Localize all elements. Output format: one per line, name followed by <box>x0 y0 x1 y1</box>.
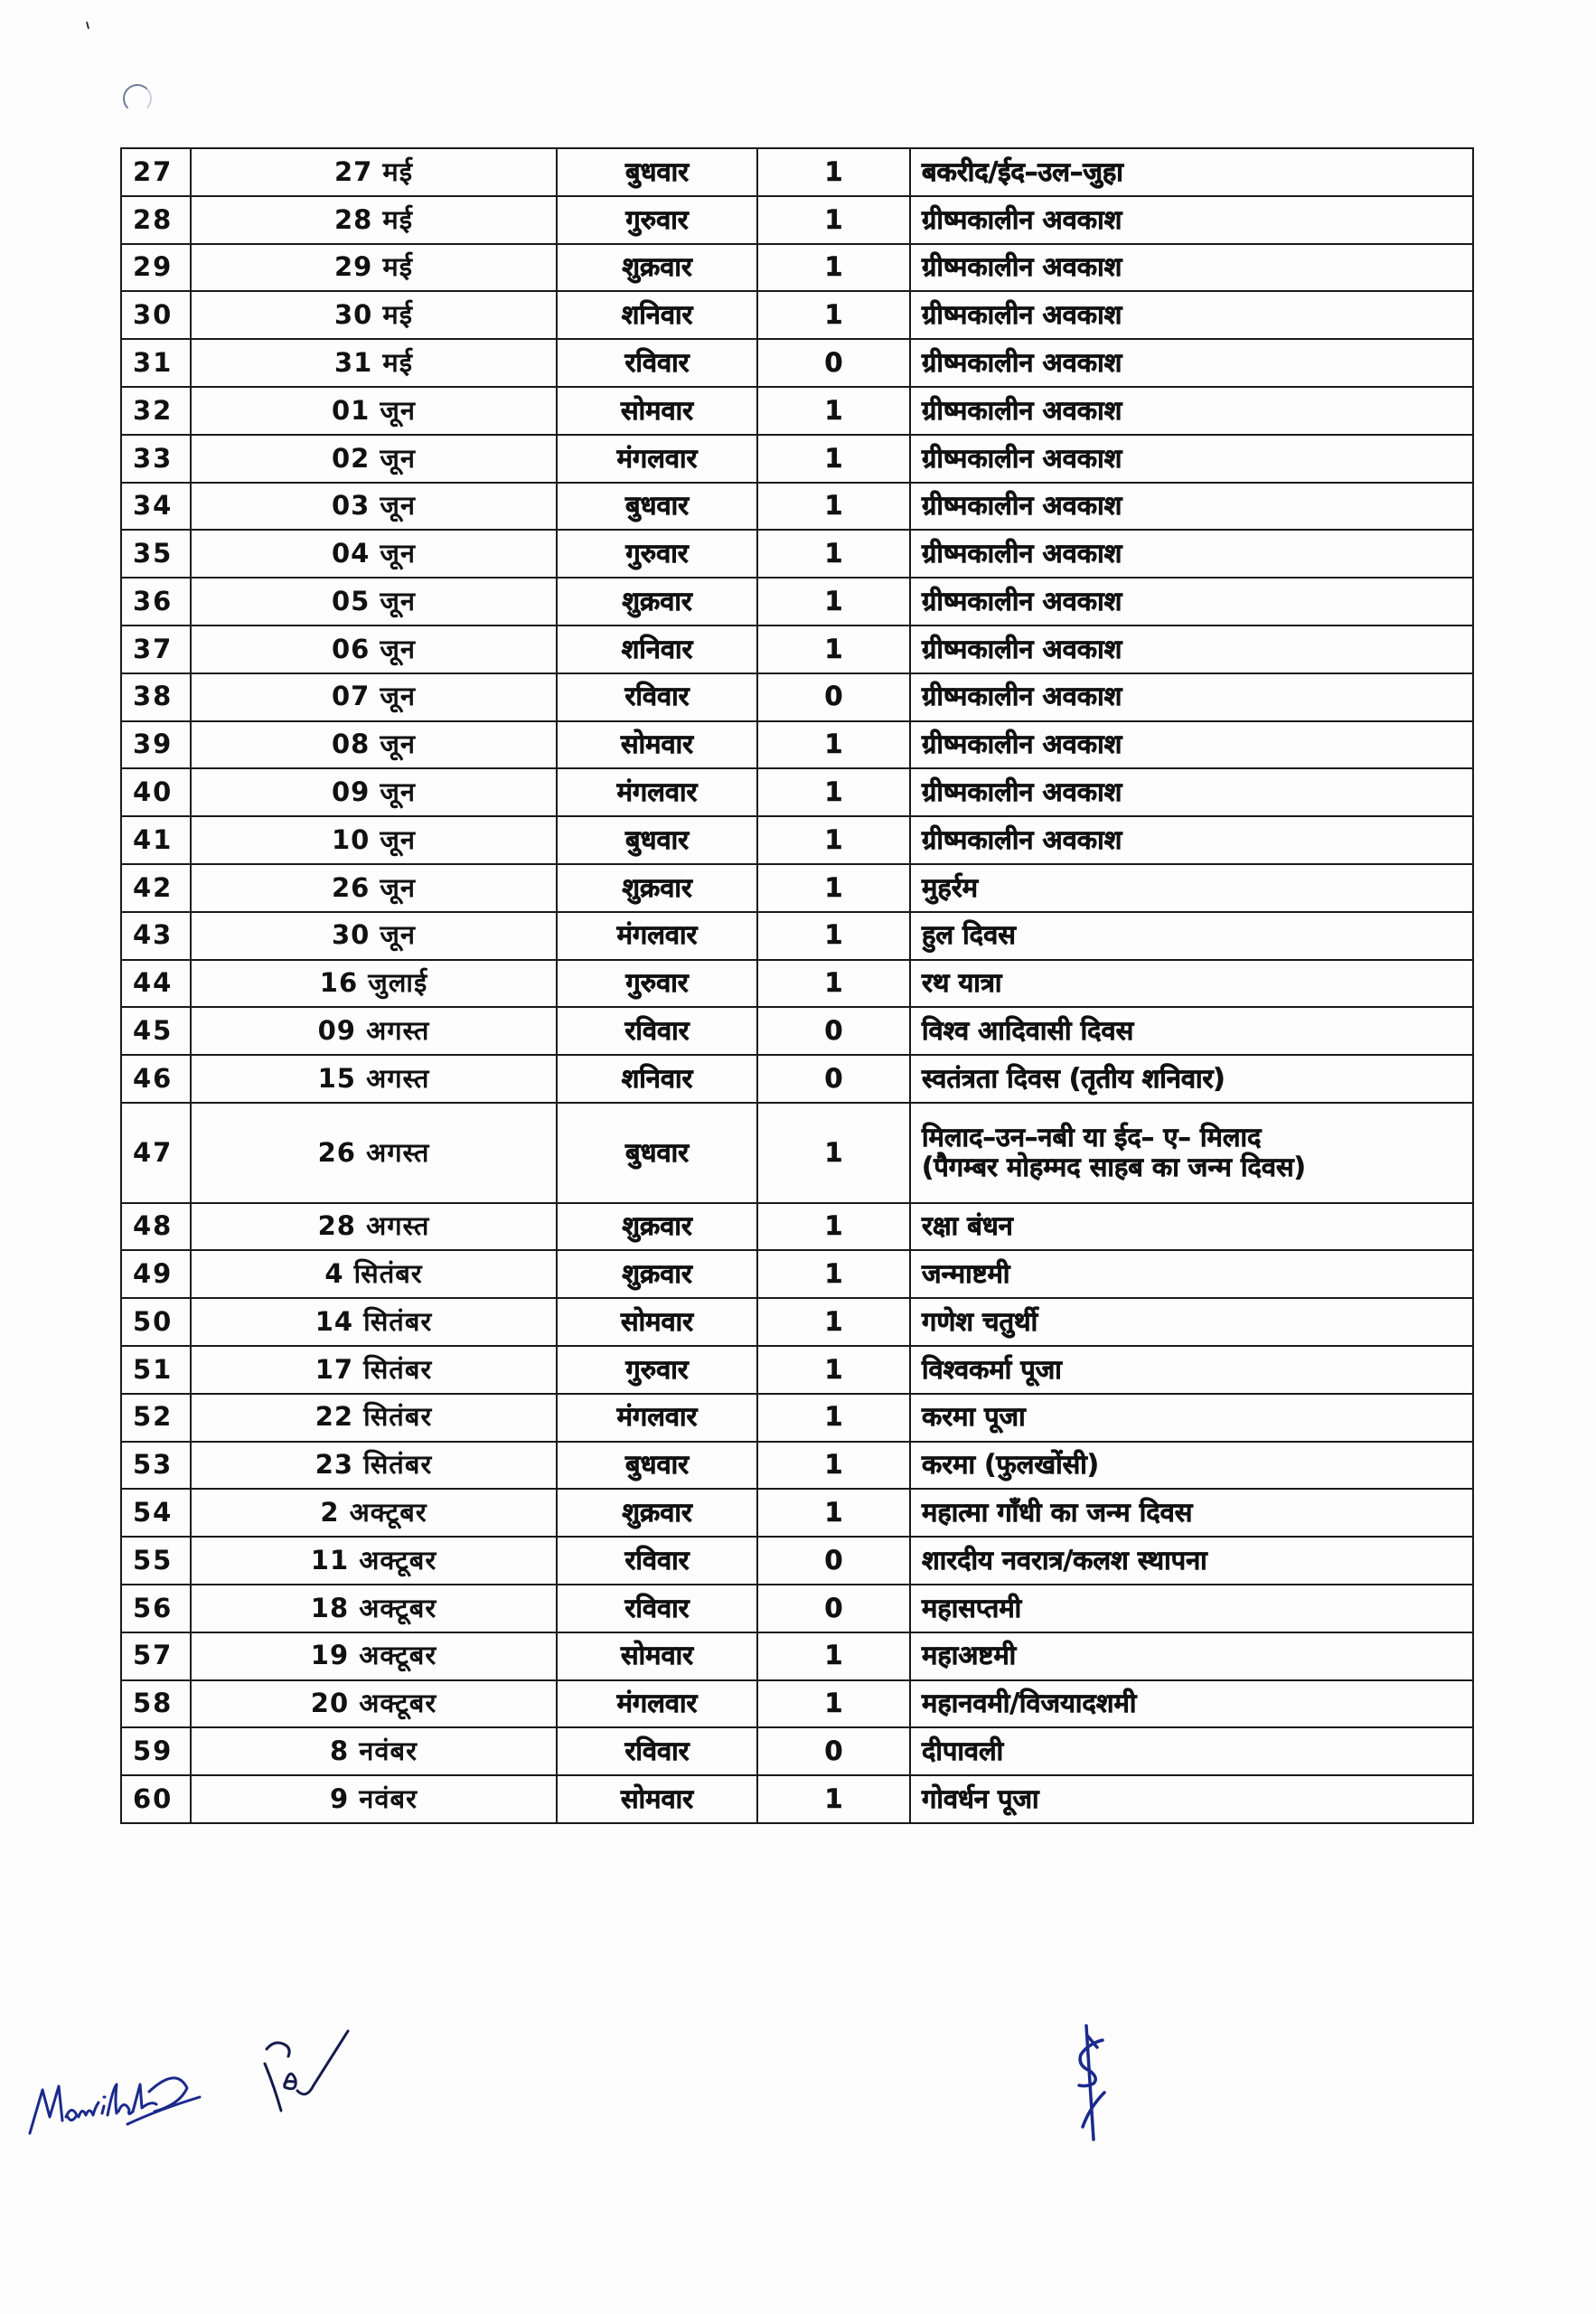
weekday-cell: रविवार <box>557 673 757 721</box>
serial-number-cell: 47 <box>121 1103 191 1203</box>
weekday-cell: गुरुवार <box>557 196 757 244</box>
holiday-name: गोवर्धन पूजा <box>922 1783 1039 1814</box>
working-day-count-cell: 0 <box>757 1055 910 1103</box>
date-cell: 18 अक्टूबर <box>191 1585 557 1632</box>
holiday-name-cell <box>910 339 1473 387</box>
scan-speck <box>86 22 89 29</box>
serial-number-cell: 44 <box>121 960 191 1008</box>
weekday-cell: बुधवार <box>557 1103 757 1203</box>
working-day-count-cell: 1 <box>757 721 910 769</box>
table-row <box>121 1489 1473 1537</box>
weekday-cell: सोमवार <box>557 1775 757 1823</box>
holiday-name-cell <box>910 1203 1473 1251</box>
serial-number-cell: 38 <box>121 673 191 721</box>
working-day-count-cell: 1 <box>757 816 910 864</box>
weekday-cell: शुक्रवार <box>557 244 757 292</box>
holiday-name: रक्षा बंधन <box>922 1210 1013 1242</box>
table-row <box>121 816 1473 864</box>
serial-number-cell: 57 <box>121 1632 191 1680</box>
serial-number-cell: 60 <box>121 1775 191 1823</box>
table-row <box>121 196 1473 244</box>
serial-number-cell: 28 <box>121 196 191 244</box>
table-row <box>121 339 1473 387</box>
date-cell: 8 नवंबर <box>191 1727 557 1775</box>
holiday-name: ग्रीष्मकालीन अवकाश <box>922 729 1122 760</box>
serial-number-cell: 29 <box>121 244 191 292</box>
serial-number-cell: 32 <box>121 387 191 435</box>
weekday-cell: सोमवार <box>557 721 757 769</box>
holiday-name: हुल दिवस <box>922 919 1016 951</box>
date-cell: 23 सितंबर <box>191 1442 557 1490</box>
date-cell: 29 मई <box>191 244 557 292</box>
table-row <box>121 768 1473 816</box>
holiday-name-cell <box>910 148 1473 196</box>
working-day-count-cell: 1 <box>757 1103 910 1203</box>
weekday-cell: मंगलवार <box>557 768 757 816</box>
table-row <box>121 1537 1473 1585</box>
weekday-cell: बुधवार <box>557 816 757 864</box>
serial-number-cell: 49 <box>121 1250 191 1298</box>
serial-number-cell: 52 <box>121 1394 191 1442</box>
weekday-cell: गुरुवार <box>557 960 757 1008</box>
table-row <box>121 483 1473 531</box>
holiday-name-cell <box>910 291 1473 339</box>
holiday-name: स्वतंत्रता दिवस <box>922 1062 1060 1094</box>
table-row <box>121 1394 1473 1442</box>
holiday-name-cell <box>910 1442 1473 1490</box>
holiday-name-cell <box>910 1346 1473 1394</box>
serial-number-cell: 33 <box>121 435 191 483</box>
date-cell: 09 जून <box>191 768 557 816</box>
serial-number-cell: 55 <box>121 1537 191 1585</box>
weekday-cell: सोमवार <box>557 387 757 435</box>
holiday-name-cell <box>910 864 1473 912</box>
holiday-name-cell <box>910 1680 1473 1728</box>
working-day-count-cell: 1 <box>757 483 910 531</box>
working-day-count-cell: 1 <box>757 435 910 483</box>
date-cell: 22 सितंबर <box>191 1394 557 1442</box>
holiday-name-cell <box>910 1537 1473 1585</box>
holiday-name: महात्मा गाँधी का जन्म दिवस <box>922 1497 1193 1529</box>
serial-number-cell: 40 <box>121 768 191 816</box>
working-day-count-cell: 1 <box>757 244 910 292</box>
holiday-name: मुहर्रम <box>922 871 978 903</box>
punch-hole-mark <box>123 84 152 113</box>
serial-number-cell: 41 <box>121 816 191 864</box>
table-row <box>121 1727 1473 1775</box>
date-cell: 07 जून <box>191 673 557 721</box>
signature-2 <box>258 2029 366 2120</box>
date-cell: 15 अगस्त <box>191 1055 557 1103</box>
date-cell: 26 जून <box>191 864 557 912</box>
serial-number-cell: 50 <box>121 1298 191 1346</box>
holiday-name: शारदीय नवरात्र/कलश स्थापना <box>922 1544 1207 1576</box>
holiday-name: ग्रीष्मकालीन अवकाश <box>922 776 1122 808</box>
weekday-cell: शुक्रवार <box>557 864 757 912</box>
date-cell: 09 अगस्त <box>191 1007 557 1055</box>
date-cell: 02 जून <box>191 435 557 483</box>
weekday-cell: सोमवार <box>557 1632 757 1680</box>
weekday-cell: रविवार <box>557 1727 757 1775</box>
holiday-name: महानवमी/विजयादशमी <box>922 1688 1137 1719</box>
holiday-name-cell <box>910 387 1473 435</box>
table-row <box>121 578 1473 626</box>
serial-number-cell: 31 <box>121 339 191 387</box>
date-cell: 05 जून <box>191 578 557 626</box>
table-row <box>121 721 1473 769</box>
holiday-name-cell <box>910 912 1473 960</box>
working-day-count-cell: 1 <box>757 1442 910 1490</box>
working-day-count-cell: 1 <box>757 1203 910 1251</box>
holiday-name-cell <box>910 626 1473 673</box>
table-row <box>121 1680 1473 1728</box>
table-row <box>121 1775 1473 1823</box>
date-cell: 03 जून <box>191 483 557 531</box>
date-cell: 10 जून <box>191 816 557 864</box>
date-cell: 31 मई <box>191 339 557 387</box>
holiday-name: जन्माष्टमी <box>922 1258 1010 1290</box>
weekday-cell: मंगलवार <box>557 1680 757 1728</box>
table-row <box>121 530 1473 578</box>
working-day-count-cell: 1 <box>757 626 910 673</box>
serial-number-cell: 42 <box>121 864 191 912</box>
serial-number-cell: 58 <box>121 1680 191 1728</box>
weekday-cell: रविवार <box>557 339 757 387</box>
weekday-cell: बुधवार <box>557 483 757 531</box>
table-row <box>121 148 1473 196</box>
holiday-name-cell <box>910 1394 1473 1442</box>
holiday-name: ग्रीष्मकालीन अवकाश <box>922 346 1122 378</box>
table-row <box>121 291 1473 339</box>
working-day-count-cell: 1 <box>757 864 910 912</box>
holiday-name: विश्व आदिवासी दिवस <box>922 1015 1134 1047</box>
weekday-cell: शनिवार <box>557 626 757 673</box>
table-row <box>121 1055 1473 1103</box>
date-cell: 28 मई <box>191 196 557 244</box>
holiday-name: बकरीद/ईद–उल–जुहा <box>922 155 1123 187</box>
serial-number-cell: 39 <box>121 721 191 769</box>
working-day-count-cell: 1 <box>757 196 910 244</box>
holiday-name: महाअष्टमी <box>922 1640 1017 1671</box>
table-row <box>121 1298 1473 1346</box>
table-row <box>121 912 1473 960</box>
working-day-count-cell: 1 <box>757 291 910 339</box>
serial-number-cell: 46 <box>121 1055 191 1103</box>
holiday-name-cell <box>910 196 1473 244</box>
date-cell: 20 अक्टूबर <box>191 1680 557 1728</box>
holiday-name-cell <box>910 435 1473 483</box>
table-row <box>121 1203 1473 1251</box>
holiday-name-cell <box>910 1250 1473 1298</box>
holiday-name-cell <box>910 1632 1473 1680</box>
table-row <box>121 864 1473 912</box>
weekday-cell: मंगलवार <box>557 1394 757 1442</box>
holiday-name: ग्रीष्मकालीन अवकाश <box>922 442 1122 474</box>
weekday-cell: रविवार <box>557 1007 757 1055</box>
serial-number-cell: 54 <box>121 1489 191 1537</box>
date-cell: 30 मई <box>191 291 557 339</box>
weekday-cell: शनिवार <box>557 291 757 339</box>
date-cell: 27 मई <box>191 148 557 196</box>
date-cell: 2 अक्टूबर <box>191 1489 557 1537</box>
weekday-cell: शुक्रवार <box>557 1250 757 1298</box>
holiday-name-line-1: मिलाद–उन–नबी या ईद– ए– मिलाद <box>922 1121 1262 1152</box>
serial-number-cell: 56 <box>121 1585 191 1632</box>
date-cell: 01 जून <box>191 387 557 435</box>
serial-number-cell: 59 <box>121 1727 191 1775</box>
date-cell: 11 अक्टूबर <box>191 1537 557 1585</box>
holiday-name: ग्रीष्मकालीन अवकाश <box>922 633 1122 664</box>
working-day-count-cell: 0 <box>757 1585 910 1632</box>
weekday-cell: रविवार <box>557 1537 757 1585</box>
date-cell: 17 सितंबर <box>191 1346 557 1394</box>
weekday-cell: शुक्रवार <box>557 578 757 626</box>
date-cell: 9 नवंबर <box>191 1775 557 1823</box>
working-day-count-cell: 1 <box>757 1775 910 1823</box>
table-row <box>121 435 1473 483</box>
holiday-name: ग्रीष्मकालीन अवकाश <box>922 299 1122 331</box>
serial-number-cell: 34 <box>121 483 191 531</box>
holiday-name: गणेश चतुर्थी <box>922 1305 1038 1337</box>
table-row <box>121 673 1473 721</box>
holiday-name-note: (तृतीय शनिवार) <box>1068 1062 1225 1094</box>
serial-number-cell: 53 <box>121 1442 191 1490</box>
working-day-count-cell: 1 <box>757 912 910 960</box>
weekday-cell: गुरुवार <box>557 530 757 578</box>
working-day-count-cell: 1 <box>757 1394 910 1442</box>
holiday-name-cell <box>910 578 1473 626</box>
table-row <box>121 960 1473 1008</box>
weekday-cell: शनिवार <box>557 1055 757 1103</box>
working-day-count-cell: 1 <box>757 387 910 435</box>
holiday-name-cell <box>910 1727 1473 1775</box>
weekday-cell: शुक्रवार <box>557 1203 757 1251</box>
weekday-cell: बुधवार <box>557 1442 757 1490</box>
holiday-name-cell <box>910 1055 1473 1103</box>
holiday-name-cell <box>910 721 1473 769</box>
weekday-cell: मंगलवार <box>557 435 757 483</box>
weekday-cell: बुधवार <box>557 148 757 196</box>
working-day-count-cell: 0 <box>757 1007 910 1055</box>
holiday-name-line-2: (पैगम्बर मोहम्मद साहब का जन्म दिवस) <box>922 1152 1306 1183</box>
holiday-name-cell <box>910 1585 1473 1632</box>
date-cell: 19 अक्टूबर <box>191 1632 557 1680</box>
working-day-count-cell: 1 <box>757 1632 910 1680</box>
table-row <box>121 1442 1473 1490</box>
holiday-name: रथ यात्रा <box>922 967 1002 999</box>
holiday-name: ग्रीष्मकालीन अवकाश <box>922 823 1122 855</box>
holiday-name-cell <box>910 244 1473 292</box>
table-row <box>121 1346 1473 1394</box>
serial-number-cell: 35 <box>121 530 191 578</box>
working-day-count-cell: 0 <box>757 673 910 721</box>
table-row <box>121 1585 1473 1632</box>
holiday-name: ग्रीष्मकालीन अवकाश <box>922 251 1122 283</box>
weekday-cell: गुरुवार <box>557 1346 757 1394</box>
date-cell: 4 सितंबर <box>191 1250 557 1298</box>
date-cell: 06 जून <box>191 626 557 673</box>
holiday-name: ग्रीष्मकालीन अवकाश <box>922 490 1122 522</box>
working-day-count-cell: 1 <box>757 1489 910 1537</box>
signature-1 <box>23 2034 203 2147</box>
serial-number-cell: 27 <box>121 148 191 196</box>
holiday-name-cell <box>910 483 1473 531</box>
serial-number-cell: 43 <box>121 912 191 960</box>
table-row <box>121 1632 1473 1680</box>
date-cell: 16 जुलाई <box>191 960 557 1008</box>
holiday-name: ग्रीष्मकालीन अवकाश <box>922 394 1122 426</box>
holiday-name-cell <box>910 1298 1473 1346</box>
holiday-name: विश्वकर्मा पूजा <box>922 1353 1062 1385</box>
date-cell: 26 अगस्त <box>191 1103 557 1203</box>
serial-number-cell: 45 <box>121 1007 191 1055</box>
serial-number-cell: 37 <box>121 626 191 673</box>
weekday-cell: रविवार <box>557 1585 757 1632</box>
working-day-count-cell: 1 <box>757 578 910 626</box>
holiday-name: करमा पूजा <box>922 1401 1026 1433</box>
table-row <box>121 1250 1473 1298</box>
date-cell: 30 जून <box>191 912 557 960</box>
serial-number-cell: 51 <box>121 1346 191 1394</box>
signature-3 <box>1066 2020 1112 2147</box>
holiday-name: करमा (फुलखोंसी) <box>922 1449 1099 1481</box>
working-day-count-cell: 1 <box>757 768 910 816</box>
working-day-count-cell: 1 <box>757 1680 910 1728</box>
date-cell: 28 अगस्त <box>191 1203 557 1251</box>
serial-number-cell: 36 <box>121 578 191 626</box>
holiday-name: ग्रीष्मकालीन अवकाश <box>922 681 1122 712</box>
table-row <box>121 626 1473 673</box>
holiday-name: ग्रीष्मकालीन अवकाश <box>922 585 1122 616</box>
table-row <box>121 1103 1473 1203</box>
holiday-name-cell <box>910 768 1473 816</box>
holiday-name: दीपावली <box>922 1736 1004 1767</box>
serial-number-cell: 30 <box>121 291 191 339</box>
holiday-name-cell <box>910 673 1473 721</box>
weekday-cell: शुक्रवार <box>557 1489 757 1537</box>
date-cell: 04 जून <box>191 530 557 578</box>
working-day-count-cell: 0 <box>757 339 910 387</box>
holiday-name-cell <box>910 1007 1473 1055</box>
date-cell: 14 सितंबर <box>191 1298 557 1346</box>
working-day-count-cell: 0 <box>757 1727 910 1775</box>
working-day-count-cell: 0 <box>757 1537 910 1585</box>
working-day-count-cell: 1 <box>757 1250 910 1298</box>
working-day-count-cell: 1 <box>757 530 910 578</box>
holiday-name: ग्रीष्मकालीन अवकाश <box>922 538 1122 569</box>
table-row <box>121 244 1473 292</box>
holiday-name-cell <box>910 816 1473 864</box>
holiday-table-body <box>121 148 1473 1823</box>
holiday-name-cell <box>910 1103 1473 1203</box>
weekday-cell: सोमवार <box>557 1298 757 1346</box>
date-cell: 08 जून <box>191 721 557 769</box>
holiday-name: महासप्तमी <box>922 1592 1022 1623</box>
holiday-name: ग्रीष्मकालीन अवकाश <box>922 203 1122 235</box>
working-day-count-cell: 1 <box>757 960 910 1008</box>
table-row <box>121 387 1473 435</box>
weekday-cell: मंगलवार <box>557 912 757 960</box>
serial-number-cell: 48 <box>121 1203 191 1251</box>
holiday-name-cell <box>910 530 1473 578</box>
holiday-name-cell <box>910 960 1473 1008</box>
holiday-table <box>120 147 1474 1824</box>
table-row <box>121 1007 1473 1055</box>
working-day-count-cell: 1 <box>757 1346 910 1394</box>
holiday-name-cell <box>910 1775 1473 1823</box>
working-day-count-cell: 1 <box>757 148 910 196</box>
holiday-name-cell <box>910 1489 1473 1537</box>
working-day-count-cell: 1 <box>757 1298 910 1346</box>
